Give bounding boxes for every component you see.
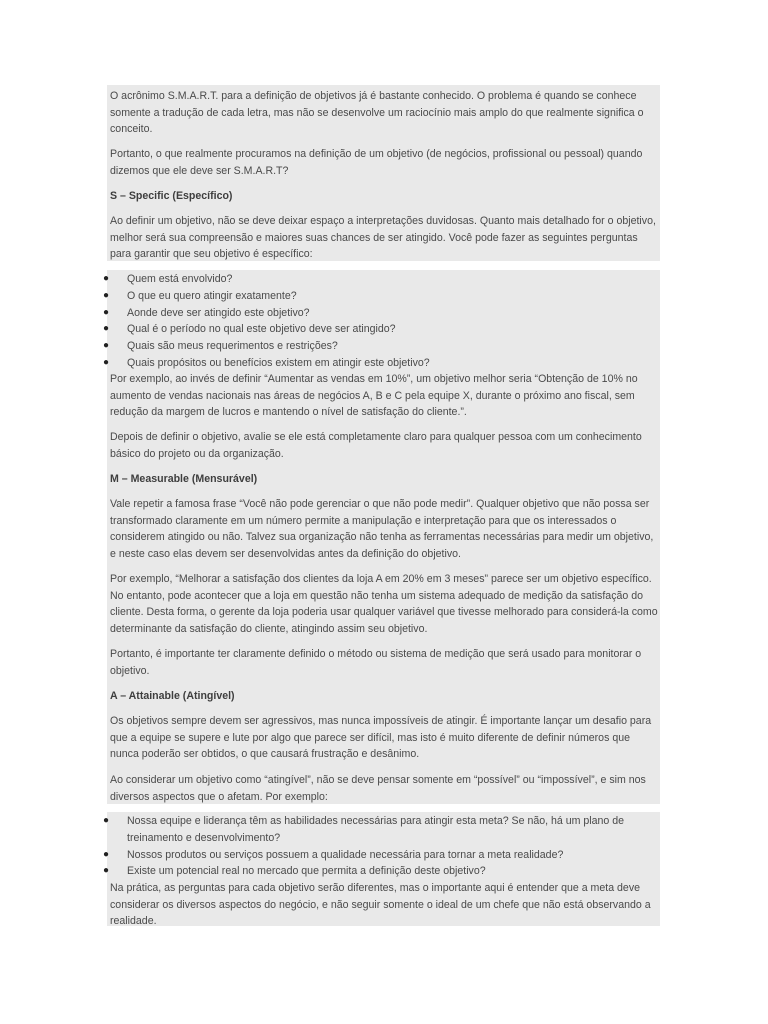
intro-paragraph-1: O acrônimo S.M.A.R.T. para a definição de objetivos já é bastante conhecido. O problema é quando se conhece somente a tradução de cada letra, mas não se desenvolve um raciocínio mais amplo do que realmente significa o conceito.	[110, 90, 644, 136]
list-item: ● Existe um potencial real no mercado que permita a definição deste objetivo?	[0, 863, 660, 880]
bullet-icon: ●	[103, 273, 110, 284]
measurable-paragraph-2: Por exemplo, “Melhorar a satisfação dos clientes da loja A em 20% em 3 meses” parece ser um objetivo específico. No entanto, pode acontecer que a loja em questão não tenha um sistema adequado de medição da satisfação do cliente. Desta forma, o gerente da loja poderia usar qualquer variável que tivesse melhorado para considerá-la como determinante da satisfação do cliente, atingindo assim seu objetivo.	[110, 573, 658, 635]
bullet-icon: ●	[103, 289, 110, 301]
bullet-icon: ●	[103, 865, 110, 877]
section-heading-measurable: M – Measurable (Mensurável)	[110, 473, 258, 485]
attainable-question-list	[0, 813, 660, 880]
specific-paragraph-3: Depois de definir o objetivo, avalie se ele está completamente claro para qualquer pessoa com um conhecimento básico do projeto ou da organização.	[110, 431, 642, 460]
measurable-paragraph-1: Vale repetir a famosa frase “Você não pode gerenciar o que não pode medir”. Qualquer objetivo que não possa ser transformado claramente em um número permite a manipulação e interpretação para que os interessados o considerem atingido ou não. Talvez sua organização não tenha as ferramentas necessárias para medir um objetivo, e neste caso elas devem ser desenvolvidas antes da definição do objetivo.	[110, 498, 654, 560]
list-item: ● Aonde deve ser atingido este objetivo?	[0, 305, 660, 322]
measurable-paragraph-3: Portanto, é importante ter claramente definido o método ou sistema de medição que será usado para monitorar o objetivo.	[110, 648, 642, 677]
bullet-icon: ●	[103, 340, 110, 352]
list-item: ● Nossa equipe e liderança têm as habilidades necessárias para atingir esta meta? Se não, há um plano de treinamento e desenvolvimento?	[103, 815, 625, 844]
list-item: ● Quem está envolvido?	[0, 271, 660, 288]
bullet-icon: ●	[103, 306, 110, 318]
attainable-paragraph-2: Ao considerar um objetivo como “atingível”, não se deve pensar somente em “possível” ou “impossível”, e sim nos diversos aspectos que o afetam. Por exemplo:	[110, 774, 646, 803]
attainable-paragraph-3: Na prática, as perguntas para cada objetivo serão diferentes, mas o importante aqui é entender que a meta deve considerar os diversos aspectos do negócio, e não seguir somente o ideal de um chefe que não está observando a realidade.	[110, 882, 651, 928]
bullet-icon: ●	[103, 848, 110, 860]
specific-question-list	[0, 271, 660, 372]
bullet-icon: ●	[103, 356, 110, 368]
list-item: ● O que eu quero atingir exatamente?	[0, 288, 660, 305]
list-item: ● Quais são meus requerimentos e restrições?	[0, 338, 660, 355]
specific-paragraph-1: Ao definir um objetivo, não se deve deixar espaço a interpretações duvidosas. Quanto mais detalhado for o objetivo, melhor será sua compreensão e maiores suas chances de ser atingido. Você pode fazer as seguintes perguntas para garantir que seu objetivo é específico:	[110, 215, 656, 261]
list-item: ● Quais propósitos ou benefícios existem em atingir este objetivo?	[0, 355, 660, 372]
section-heading-attainable: A – Attainable (Atingível)	[110, 690, 235, 702]
section-heading-specific: S – Specific (Específico)	[110, 190, 233, 202]
intro-paragraph-2: Portanto, o que realmente procuramos na definição de um objetivo (de negócios, profissional ou pessoal) quando dizemos que ele deve ser S.M.A.R.T?	[110, 148, 643, 177]
attainable-paragraph-1: Os objetivos sempre devem ser agressivos, mas nunca impossíveis de atingir. É importante lançar um desafio para que a equipe se supere e lute por algo que parece ser difícil, mas isto é muito diferente de definir números que nunca poderão ser obtidos, o que causará frustração e desânimo.	[110, 715, 652, 761]
bullet-icon: ●	[103, 815, 110, 826]
list-item: ● Qual é o período no qual este objetivo deve ser atingido?	[0, 321, 660, 338]
specific-paragraph-2: Por exemplo, ao invés de definir “Aumentar as vendas em 10%”, um objetivo melhor seria “Obtenção de 10% no aumento de vendas nacionais nas áreas de negócios A, B e C pela equipe X, durante o próximo ano fiscal, sem redução da margem de lucros e mantendo o nível de satisfação do cliente.”.	[110, 373, 638, 419]
list-item: ● Nossos produtos ou serviços possuem a qualidade necessária para tornar a meta realidade?	[0, 847, 660, 864]
bullet-icon: ●	[103, 323, 110, 335]
